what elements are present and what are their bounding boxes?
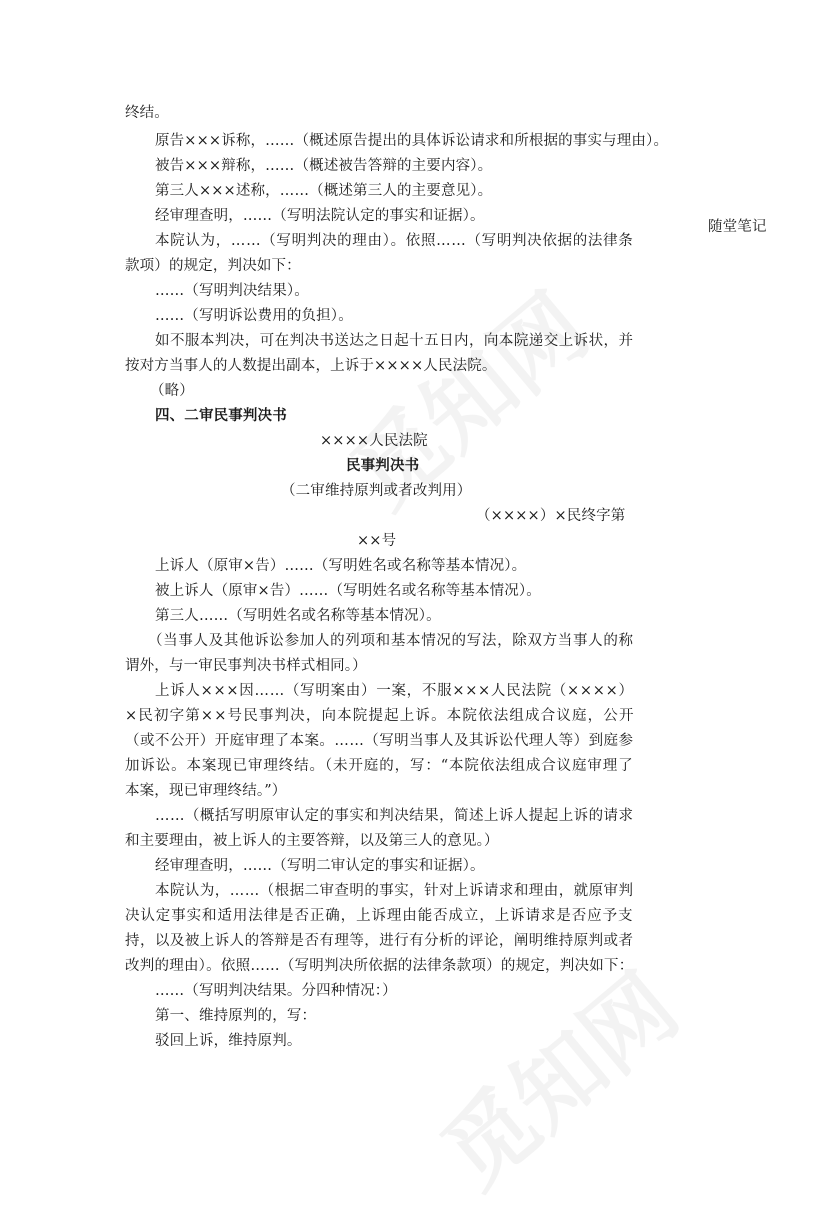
doc-line-36: ……（写明判决结果。分四种情况：）	[155, 983, 397, 999]
doc-line-38: 驳回上诉，维持原判。	[155, 1033, 302, 1049]
doc-line-28: 本案，现已审理终结。”）	[125, 783, 287, 799]
doc-line-7: 款项）的规定，判决如下：	[125, 258, 301, 274]
doc-line-3: 被告×××辩称，……（概述被告答辩的主要内容）。	[155, 158, 493, 174]
doc-line-11: 按对方当事人的人数提出副本，上诉于××××人民法院。	[125, 358, 497, 374]
doc-line-20: 被上诉人（原审×告）……（写明姓名或名称等基本情况）。	[155, 583, 541, 599]
doc-line-16: （二审维持原判或者改判用）	[281, 483, 472, 499]
doc-line-8: ……（写明判决结果）。	[155, 283, 309, 299]
doc-line-24: 上诉人×××因……（写明案由）一案，不服×××人民法院（××××）	[155, 683, 634, 699]
doc-line-32: 本院认为，……（根据二审查明的事实，针对上诉请求和理由，就原审判	[155, 883, 634, 899]
doc-line-13: 四、二审民事判决书	[155, 407, 287, 424]
doc-line-34: 持，以及被上诉人的答辩是否有理等，进行有分析的评论，阐明维持原判或者	[125, 933, 634, 949]
doc-line-2: 原告×××诉称，……（概述原告提出的具体诉讼请求和所根据的事实与理由）。	[155, 133, 669, 149]
doc-line-37: 第一、维持原判的，写：	[155, 1008, 317, 1024]
doc-line-6: 本院认为，……（写明判决的理由）。依照……（写明判决依据的法律条	[155, 233, 634, 249]
doc-line-18: ××号	[357, 533, 397, 549]
doc-line-1: 终结。	[125, 105, 169, 121]
doc-line-4: 第三人×××述称，……（概述第三人的主要意见）。	[155, 183, 493, 199]
doc-line-22: （当事人及其他诉讼参加人的列项和基本情况的写法，除双方当事人的称	[148, 633, 634, 649]
doc-line-14: ××××人民法院	[320, 433, 428, 449]
doc-line-26: （或不公开）开庭审理了本案。……（写明当事人及其诉讼代理人等）到庭参	[125, 733, 634, 749]
doc-line-10: 如不服本判决，可在判决书送达之日起十五日内，向本院递交上诉状，并	[155, 333, 634, 349]
doc-line-30: 和主要理由，被上诉人的主要答辩，以及第三人的意见。）	[125, 833, 499, 849]
doc-line-15: 民事判决书	[346, 457, 420, 474]
doc-line-19: 上诉人（原审×告）……（写明姓名或名称等基本情况）。	[155, 558, 527, 574]
doc-line-23: 谓外，与一审民事判决书样式相同。）	[125, 658, 367, 674]
doc-line-17: （××××）×民终字第	[476, 508, 626, 524]
doc-line-27: 加诉讼。本案现已审理终结。（未开庭的，写：“本院依法组成合议庭审理了	[125, 758, 634, 774]
doc-line-5: 经审理查明，……（写明法院认定的事实和证据）。	[155, 208, 485, 224]
doc-line-33: 决认定事实和适用法律是否正确，上诉理由能否成立，上诉请求是否应予支	[125, 908, 634, 924]
doc-line-9: ……（写明诉讼费用的负担）。	[155, 308, 353, 324]
doc-line-12: （略）	[150, 383, 194, 399]
doc-line-25: ×民初字第××号民事判决，向本院提起上诉。本院依法组成合议庭，公开	[125, 708, 635, 724]
doc-line-21: 第三人……（写明姓名或名称等基本情况）。	[155, 608, 441, 624]
watermark	[410, 938, 700, 1211]
doc-line-31: 经审理查明，……（写明二审认定的事实和证据）。	[155, 858, 485, 874]
doc-line-29: ……（概括写明原审认定的事实和判决结果，简述上诉人提起上诉的请求	[155, 808, 634, 824]
side-note: 随堂笔记	[708, 219, 767, 235]
doc-line-35: 改判的理由）。依照……（写明判决所依据的法律条款项）的规定，判决如下：	[125, 958, 634, 974]
